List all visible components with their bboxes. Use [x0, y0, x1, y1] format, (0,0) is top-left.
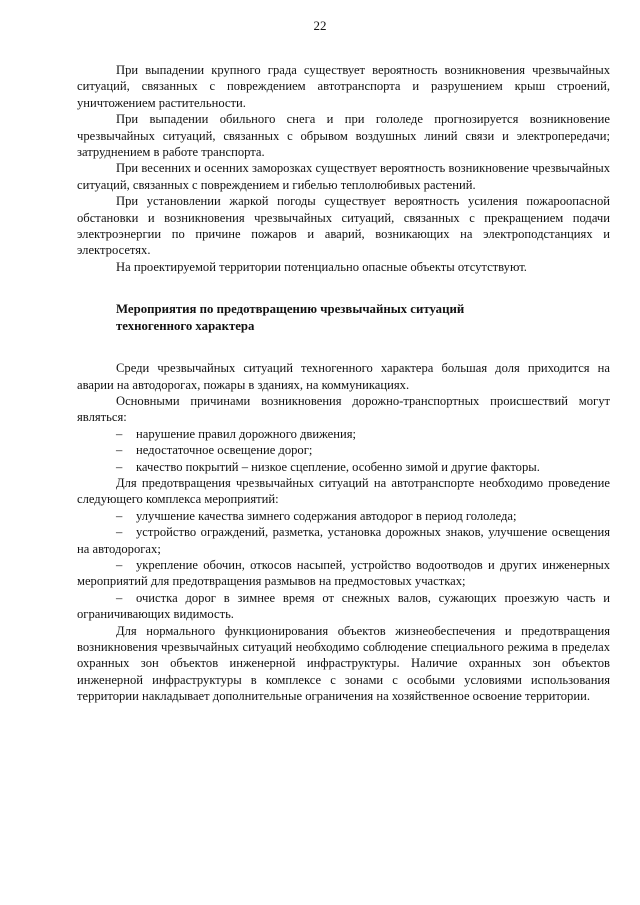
- list-item-cause: [77, 459, 610, 475]
- list-item-text: укрепление обочин, откосов насыпей, устройство водоотводов и других инженерных мероприятий для предотвращения размывов на предмостовых участках;: [77, 557, 610, 589]
- paragraph-frost: При весенних и осенних заморозках существует вероятность возникновение чрезвычайных ситуаций, связанных с повреждением и гибелью теплолюбивых растений.: [77, 161, 610, 192]
- list-item-measure: [77, 508, 610, 524]
- dash-marker: –: [116, 459, 123, 474]
- dash-marker: –: [116, 426, 123, 441]
- list-item-cause: [77, 442, 610, 458]
- paragraph-protection-zones: Для нормального функционирования объектов жизнеобеспечения и предотвращения возникновения чрезвычайных ситуаций необходимо соблюдение специального режима в пределах охранных зон объектов инженерной инфраструктуры. Наличие охранных зон объектов инженерной инфраструктуры в комплексе с зонами с особыми условиями использования территории накладывает дополнительные ограничения на хозяйственное освоение территории.: [77, 623, 610, 704]
- list-item-text: улучшение качества зимнего содержания автодорог в период гололеда;: [136, 508, 517, 523]
- paragraph-measures: Для предотвращения чрезвычайных ситуаций на автотранспорте необходимо проведение следующего комплекса мероприятий:: [77, 475, 610, 507]
- dash-marker: –: [116, 557, 123, 572]
- list-item-cause: [77, 426, 610, 442]
- page-number: 22: [313, 18, 327, 33]
- list-item-measure: [77, 557, 610, 590]
- paragraph-hot-weather: При установлении жаркой погоды существует вероятность усиления пожароопасной обстановки и возникновения чрезвычайных ситуаций, связанных с прекращением подачи электроэнергии по причине пожаров и аварий, возникающих на электроподстанциях и электросетях.: [77, 194, 610, 258]
- list-item-text: качество покрытий – низкое сцепление, особенно зимой и другие факторы.: [136, 459, 540, 474]
- list-item-text: нарушение правил дорожного движения;: [136, 426, 357, 441]
- list-item-text: очистка дорог в зимнее время от снежных валов, сужающих проезжую часть и ограничивающих видимость.: [77, 590, 610, 622]
- document-body: [77, 62, 610, 705]
- list-item-measure: [77, 590, 610, 623]
- paragraph-intro: Среди чрезвычайных ситуаций техногенного характера большая доля приходится на аварии на автодорогах, пожары в зданиях, на коммуникациях.: [77, 361, 610, 392]
- list-item-text: устройство ограждений, разметка, установка дорожных знаков, улучшение освещения на автодорогах;: [77, 525, 610, 556]
- list-item-text: недостаточное освещение дорог;: [136, 443, 313, 458]
- list-item-measure: [77, 524, 610, 557]
- paragraph-hail: При выпадении крупного града существует вероятность возникновения чрезвычайных ситуаций, связанных с повреждением автотранспорта и разрушением крыш строений, уничтожением растительности.: [77, 63, 610, 110]
- dash-marker: –: [116, 525, 123, 540]
- spacer: [77, 275, 610, 301]
- spacer: [77, 334, 610, 360]
- section-heading-line-2: техногенного характера: [116, 318, 255, 333]
- dash-marker: –: [116, 508, 123, 523]
- dash-marker: –: [116, 443, 123, 458]
- dash-marker: –: [116, 590, 123, 605]
- paragraph-snow-ice: При выпадении обильного снега и при гололеде прогнозируется возникновение чрезвычайных ситуаций, связанных с обрывом воздушных линий связи и электропередачи; затруднением в работе транспорта.: [77, 112, 610, 160]
- paragraph-hazardous-objects: На проектируемой территории потенциально опасные объекты отсутствуют.: [116, 259, 527, 274]
- paragraph-causes: Основными причинами возникновения дорожно-транспортных происшествий могут являться:: [77, 393, 610, 425]
- section-heading-line-1: Мероприятия по предотвращению чрезвычайных ситуаций: [116, 302, 465, 317]
